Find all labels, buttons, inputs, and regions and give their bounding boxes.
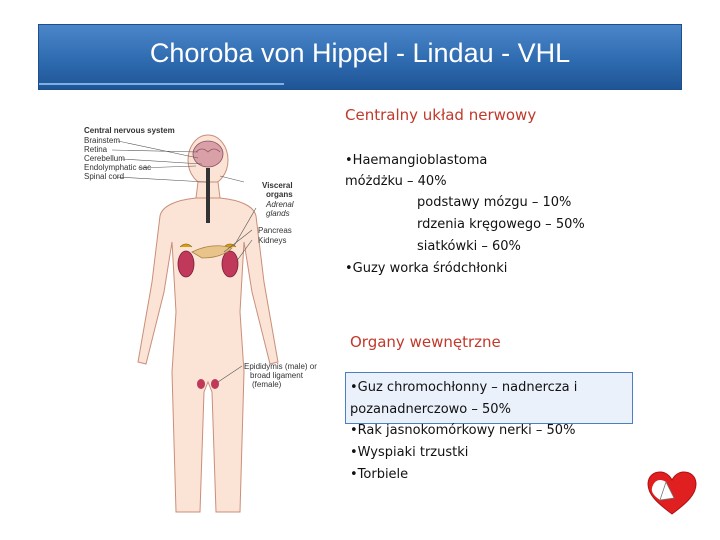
title-bar	[38, 24, 682, 90]
label-visceral: Visceral	[262, 181, 293, 190]
organs-heading: Organy wewnętrzne	[350, 333, 501, 351]
label-kidneys: Kidneys	[258, 236, 287, 245]
cns-line-2: móżdżku – 40%	[345, 174, 447, 189]
cns-line-5: siatkówki – 60%	[417, 239, 521, 254]
label-cerebellum: Cerebellum	[84, 154, 125, 163]
organs-line-4: •Wyspiaki trzustki	[350, 445, 469, 460]
label-retina: Retina	[84, 145, 108, 154]
label-glands: glands	[266, 209, 290, 218]
cns-line-4: rdzenia kręgowego – 50%	[417, 217, 585, 232]
cns-line-6: •Guzy worka śródchłonki	[345, 261, 508, 276]
slide-title: Choroba von Hippel - Lindau - VHL	[149, 38, 571, 68]
label-epididymis: Epididymis (male) or	[244, 362, 317, 371]
heart-icon	[646, 470, 698, 518]
organs-line-2: pozanadnerczowo – 50%	[350, 402, 511, 417]
organs-line-5: •Torbiele	[350, 467, 409, 482]
label-adrenal: Adrenal	[266, 200, 294, 209]
cns-heading: Centralny układ nerwowy	[345, 106, 537, 124]
cns-line-1: •Haemangioblastoma	[345, 153, 488, 168]
label-organs: organs	[266, 190, 293, 199]
label-endolymphatic: Endolymphatic sac	[84, 163, 152, 172]
label-spinal-cord: Spinal cord	[84, 172, 125, 181]
cns-line-3: podstawy mózgu – 10%	[417, 195, 572, 210]
label-broad-ligament: broad ligament	[250, 371, 303, 380]
label-pancreas: Pancreas	[258, 226, 292, 235]
organs-line-1: •Guz chromochłonny – nadnercza i	[350, 380, 578, 395]
title-underline	[39, 83, 284, 85]
label-cns: Central nervous system	[84, 126, 175, 135]
label-female: (female)	[252, 380, 282, 389]
label-brainstem: Brainstem	[84, 136, 121, 145]
anatomy-figure	[80, 112, 330, 522]
organs-line-3: •Rak jasnokomórkowy nerki – 50%	[350, 423, 576, 438]
